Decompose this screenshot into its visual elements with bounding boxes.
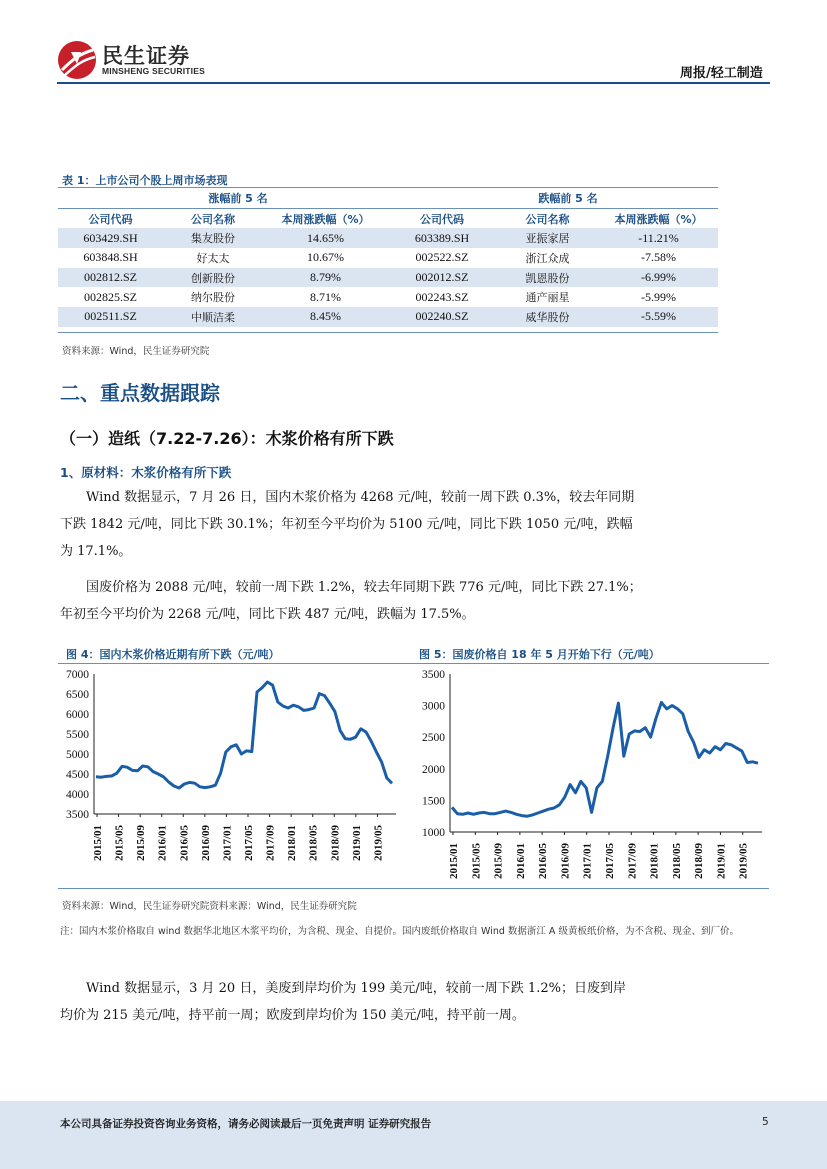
x-tick-label: 2016/09 xyxy=(199,824,212,861)
logo-text-en: MINSHENG SECURITIES xyxy=(102,66,205,76)
column-header: 本周涨跌幅（%） xyxy=(263,208,388,228)
table-cell: 浙江众成 xyxy=(525,251,570,265)
table-cell: 好太太 xyxy=(196,251,230,265)
table-cell: 8.79% xyxy=(263,268,388,288)
table-row xyxy=(58,268,718,288)
table-cell: 603848.SH xyxy=(83,250,138,265)
header xyxy=(0,0,827,90)
minsheng-logo-icon xyxy=(57,40,97,80)
x-tick-label: 2018/05 xyxy=(670,842,683,879)
fig5-caption: 图 5：国废价格自 18 年 5 月开始下行（元/吨） xyxy=(419,648,660,661)
x-tick-label: 2018/01 xyxy=(648,842,661,879)
table-cell: 603429.SH xyxy=(58,228,163,248)
sub-heading: （一）造纸（7.22-7.26）：木浆价格有所下跌 xyxy=(60,429,394,448)
table-cell: 纳尔股份 xyxy=(191,291,235,305)
x-tick-label: 2017/01 xyxy=(581,842,594,879)
table-cell: 002243.SZ xyxy=(415,289,469,304)
x-tick-label: 2018/01 xyxy=(286,824,299,861)
table-cell: -6.99% xyxy=(599,268,718,288)
pulp-price-chart xyxy=(58,664,408,886)
column-header: 公司名称 xyxy=(496,208,599,228)
fig-source: 资料来源：Wind，民生证券研究院资料来源：Wind，民生证券研究院 xyxy=(62,901,357,912)
column-header: 公司代码 xyxy=(58,208,163,228)
x-tick-label: 2018/09 xyxy=(693,842,706,879)
x-tick-label: 2016/09 xyxy=(559,842,572,879)
table-cell: 凯恩股份 xyxy=(496,268,599,288)
table-cell: -5.59% xyxy=(599,307,718,327)
table-cell: 中顺洁柔 xyxy=(163,307,263,327)
header-rule xyxy=(57,82,770,84)
waste-paper-price-chart xyxy=(412,664,768,886)
x-tick-label: 2015/01 xyxy=(92,824,104,861)
y-tick-label: 3500 xyxy=(66,809,89,821)
table-cell: 8.45% xyxy=(263,307,388,327)
report-type: 周报/轻工制造 xyxy=(680,66,763,81)
x-tick-label: 2015/09 xyxy=(135,824,148,861)
x-tick-label: 2017/05 xyxy=(243,824,255,861)
table-cell: 002825.SZ xyxy=(83,289,137,304)
column-header: 本周涨跌幅（%） xyxy=(599,208,718,228)
page-number: 5 xyxy=(762,1116,769,1128)
paragraph-imports: Wind 数据显示，3 月 20 日，美废到岸均价为 199 美元/吨，较前一周下跌 1.2%；日废到岸均价为 215 美元/吨，持平前一周；欧废到岸均价为 150 美元/吨，持平前一周。 xyxy=(60,981,626,1023)
table-cell: 通产丽星 xyxy=(525,291,570,305)
x-tick-label: 2017/01 xyxy=(221,824,234,861)
x-tick-label: 2015/05 xyxy=(470,842,483,879)
x-tick-label: 2016/05 xyxy=(178,824,191,861)
y-tick-label: 3000 xyxy=(422,700,445,713)
table-cell: 002812.SZ xyxy=(58,268,163,288)
table-row xyxy=(58,228,718,248)
table-bottom-rule xyxy=(58,332,718,333)
table-cell: 002012.SZ xyxy=(388,268,496,288)
table-cell: 威华股份 xyxy=(496,307,599,327)
table-cell: -7.58% xyxy=(641,250,676,265)
y-tick-label: 5500 xyxy=(66,729,89,741)
column-header: 公司代码 xyxy=(388,208,496,228)
table-cell: -11.21% xyxy=(599,228,718,248)
x-tick-label: 2017/05 xyxy=(604,842,616,879)
y-tick-label: 2500 xyxy=(422,732,445,745)
table-row xyxy=(58,248,718,268)
x-tick-label: 2016/05 xyxy=(537,842,550,879)
table-cell: 10.67% xyxy=(307,250,344,265)
x-tick-label: 2019/01 xyxy=(715,842,728,879)
logo-text-cn: 民生证券 xyxy=(102,44,190,68)
footer xyxy=(0,1101,827,1169)
fig-bottom-rule xyxy=(58,888,769,889)
paragraph-pulp: Wind 数据显示，7 月 26 日，国内木浆价格为 4268 元/吨，较前一周下跌 0.3%，较去年同期下跌 1842 元/吨，同比下跌 30.1%；年初至今平均价为 5100 元/吨，同比下跌 1050 元/吨，跌幅为 17.1%。 xyxy=(60,490,635,559)
table-cell: 603389.SH xyxy=(388,228,496,248)
stock-performance-table xyxy=(58,188,718,327)
table-cell: 14.65% xyxy=(263,228,388,248)
x-tick-label: 2016/01 xyxy=(156,824,169,861)
x-tick-label: 2019/05 xyxy=(372,824,385,861)
waste-paper-price-series xyxy=(452,702,758,816)
y-tick-label: 4500 xyxy=(66,769,89,781)
x-tick-label: 2018/05 xyxy=(307,824,320,861)
x-tick-label: 2018/09 xyxy=(329,824,342,861)
pulp-price-series xyxy=(96,682,392,788)
table-cell: 8.71% xyxy=(310,289,341,304)
group-gainers: 涨幅前 5 名 xyxy=(208,191,268,205)
x-tick-label: 2015/01 xyxy=(448,842,460,879)
table-cell: 002240.SZ xyxy=(388,307,496,327)
paragraph-waste-paper: 国废价格为 2088 元/吨，较前一周下跌 1.2%，较去年同期下跌 776 元/吨，同比下跌 27.1%；年初至今平均价为 2268 元/吨，同比下跌 487 元/吨，跌幅为 17.5%。 xyxy=(60,580,642,622)
y-tick-label: 1500 xyxy=(422,795,445,808)
y-tick-label: 6500 xyxy=(66,689,89,701)
x-tick-label: 2019/01 xyxy=(350,824,363,861)
y-tick-label: 1000 xyxy=(422,827,445,839)
table-row xyxy=(58,307,718,327)
table-cell: -5.99% xyxy=(641,289,676,304)
table-cell: 创新股份 xyxy=(163,268,263,288)
table-cell: 亚振家居 xyxy=(496,228,599,248)
fig-note: 注：国内木浆价格取自 wind 数据华北地区木浆平均价，为含税、现金、自提价。国内废纸价格取自 Wind 数据浙江 A 级黄板纸价格，为不含税、现金、到厂价。 xyxy=(60,926,739,937)
x-tick-label: 2015/05 xyxy=(113,824,126,861)
y-tick-label: 5000 xyxy=(66,749,89,761)
footer-disclaimer: 本公司具备证券投资咨询业务资格，请务必阅读最后一页免责声明 证券研究报告 xyxy=(60,1118,432,1130)
table-header-row xyxy=(58,208,718,228)
post-text-block xyxy=(60,975,630,1029)
group-losers: 跌幅前 5 名 xyxy=(538,191,598,205)
y-tick-label: 3500 xyxy=(422,669,445,681)
table-group-row xyxy=(58,188,718,208)
x-tick-label: 2015/09 xyxy=(492,842,505,879)
y-tick-label: 4000 xyxy=(66,789,89,801)
table-cell: 002522.SZ xyxy=(415,250,469,265)
section-heading: 二、重点数据跟踪 xyxy=(60,381,220,405)
sub-sub-heading: 1、原材料：木浆价格有所下跌 xyxy=(60,465,232,480)
paragraph-block xyxy=(60,484,644,628)
x-tick-label: 2017/09 xyxy=(626,842,639,879)
table-cell: 集友股份 xyxy=(163,228,263,248)
x-tick-label: 2019/05 xyxy=(737,842,750,879)
table-cell: 002511.SZ xyxy=(58,307,163,327)
column-header: 公司名称 xyxy=(163,208,263,228)
table-caption: 表 1：上市公司个股上周市场表现 xyxy=(62,174,228,187)
y-tick-label: 6000 xyxy=(66,709,89,721)
table-row xyxy=(58,287,718,307)
y-tick-label: 7000 xyxy=(66,669,89,681)
y-tick-label: 2000 xyxy=(422,763,445,776)
x-tick-label: 2017/09 xyxy=(264,824,277,861)
table-source: 资料来源：Wind，民生证券研究院 xyxy=(62,346,210,357)
x-tick-label: 2016/01 xyxy=(514,842,527,879)
fig4-caption: 图 4：国内木浆价格近期有所下跌（元/吨） xyxy=(66,648,280,661)
